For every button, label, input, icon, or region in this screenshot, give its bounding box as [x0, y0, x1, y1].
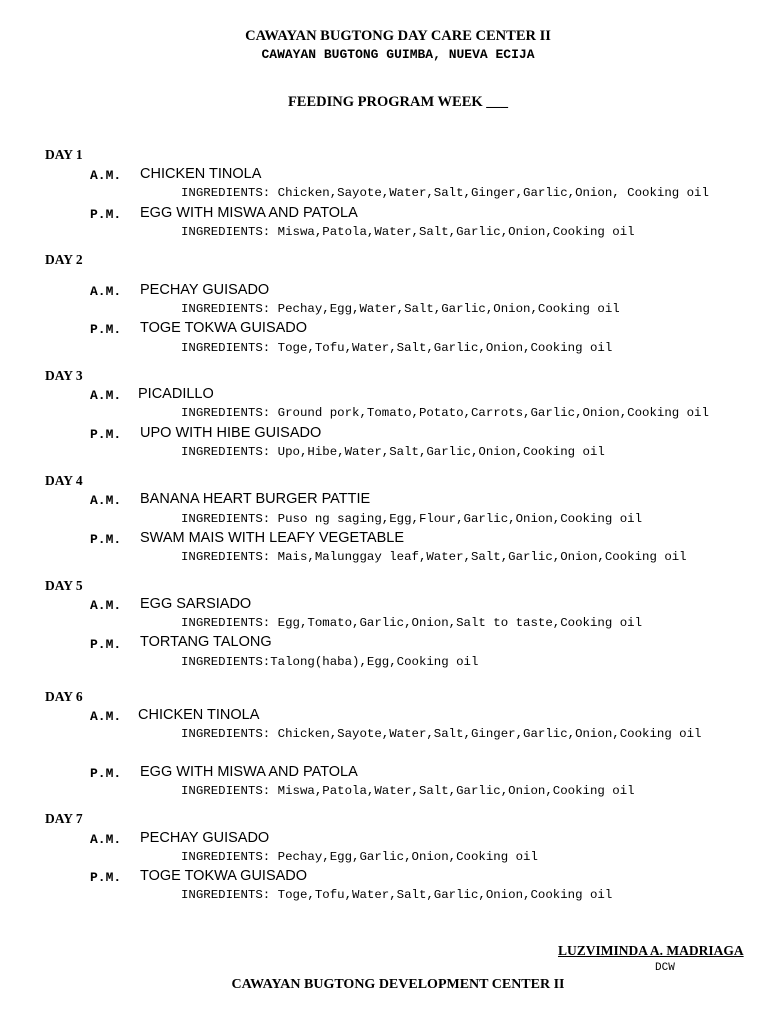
pm-dish: SWAM MAIS WITH LEAFY VEGETABLE — [140, 530, 405, 546]
day-label: DAY 7 — [45, 811, 83, 826]
pm-label: P.M. — [90, 322, 122, 337]
program-title: FEEDING PROGRAM WEEK ___ — [287, 94, 509, 110]
am-label: A.M. — [90, 388, 122, 403]
am-label: A.M. — [90, 168, 122, 183]
am-dish: PECHAY GUISADO — [140, 830, 270, 846]
day-label: DAY 3 — [45, 368, 83, 383]
pm-ingredients: INGREDIENTS: Mais,Malunggay leaf,Water,Salt,Garlic,Onion,Cooking oil — [181, 550, 687, 564]
pm-ingredients: INGREDIENTS: Upo,Hibe,Water,Salt,Garlic,Onion,Cooking oil — [181, 445, 605, 459]
pm-dish: EGG WITH MISWA AND PATOLA — [140, 764, 358, 780]
am-ingredients: INGREDIENTS: Ground pork,Tomato,Potato,Carrots,Garlic,Onion,Cooking oil — [181, 406, 709, 420]
center-title: CAWAYAN BUGTONG DAY CARE CENTER II — [245, 28, 551, 44]
pm-dish: TOGE TOKWA GUISADO — [140, 320, 308, 336]
am-label: A.M. — [90, 832, 122, 847]
pm-ingredients: INGREDIENTS: Toge,Tofu,Water,Salt,Garlic,Onion,Cooking oil — [181, 341, 613, 355]
am-dish: PICADILLO — [138, 386, 214, 402]
pm-label: P.M. — [90, 207, 122, 222]
am-dish: CHICKEN TINOLA — [138, 707, 260, 723]
pm-dish: UPO WITH HIBE GUISADO — [140, 425, 322, 441]
am-ingredients: INGREDIENTS: Chicken,Sayote,Water,Salt,Ginger,Garlic,Onion,Cooking oil — [181, 727, 702, 741]
pm-ingredients: INGREDIENTS: Miswa,Patola,Water,Salt,Garlic,Onion,Cooking oil — [181, 784, 635, 798]
am-dish: PECHAY GUISADO — [140, 282, 270, 298]
day-label: DAY 5 — [45, 578, 83, 593]
am-ingredients: INGREDIENTS: Egg,Tomato,Garlic,Onion,Salt to taste,Cooking oil — [181, 616, 643, 630]
day-label: DAY 1 — [45, 147, 83, 162]
am-label: A.M. — [90, 284, 122, 299]
am-label: A.M. — [90, 493, 122, 508]
am-label: A.M. — [90, 709, 122, 724]
am-ingredients: INGREDIENTS: Puso ng saging,Egg,Flour,Garlic,Onion,Cooking oil — [181, 512, 643, 526]
am-dish: EGG SARSIADO — [140, 596, 252, 612]
day-label: DAY 2 — [45, 252, 83, 267]
day-label: DAY 6 — [45, 689, 83, 704]
pm-label: P.M. — [90, 427, 122, 442]
pm-dish: EGG WITH MISWA AND PATOLA — [140, 205, 358, 221]
pm-dish: TORTANG TALONG — [140, 634, 272, 650]
am-ingredients: INGREDIENTS: Pechay,Egg,Water,Salt,Garlic,Onion,Cooking oil — [181, 302, 620, 316]
pm-label: P.M. — [90, 637, 122, 652]
am-ingredients: INGREDIENTS: Pechay,Egg,Garlic,Onion,Cooking oil — [181, 850, 538, 864]
pm-ingredients: INGREDIENTS: Miswa,Patola,Water,Salt,Garlic,Onion,Cooking oil — [181, 225, 635, 239]
am-label: A.M. — [90, 598, 122, 613]
day-label: DAY 4 — [45, 473, 83, 488]
pm-ingredients: INGREDIENTS: Toge,Tofu,Water,Salt,Garlic,Onion,Cooking oil — [181, 888, 613, 902]
pm-label: P.M. — [90, 870, 122, 885]
pm-ingredients: INGREDIENTS:Talong(haba),Egg,Cooking oil — [181, 655, 479, 669]
am-dish: BANANA HEART BURGER PATTIE — [140, 491, 371, 507]
am-ingredients: INGREDIENTS: Chicken,Sayote,Water,Salt,Ginger,Garlic,Onion, Cooking oil — [181, 186, 709, 200]
center-address: CAWAYAN BUGTONG GUIMBA, NUEVA ECIJA — [261, 47, 535, 62]
signatory-name: LUZVIMINDA A. MADRIAGA — [558, 943, 744, 958]
pm-label: P.M. — [90, 766, 122, 781]
pm-dish: TOGE TOKWA GUISADO — [140, 868, 308, 884]
signatory-role: DCW — [655, 962, 675, 974]
footer-center-name: CAWAYAN BUGTONG DEVELOPMENT CENTER II — [231, 977, 565, 992]
pm-label: P.M. — [90, 532, 122, 547]
am-dish: CHICKEN TINOLA — [140, 166, 262, 182]
